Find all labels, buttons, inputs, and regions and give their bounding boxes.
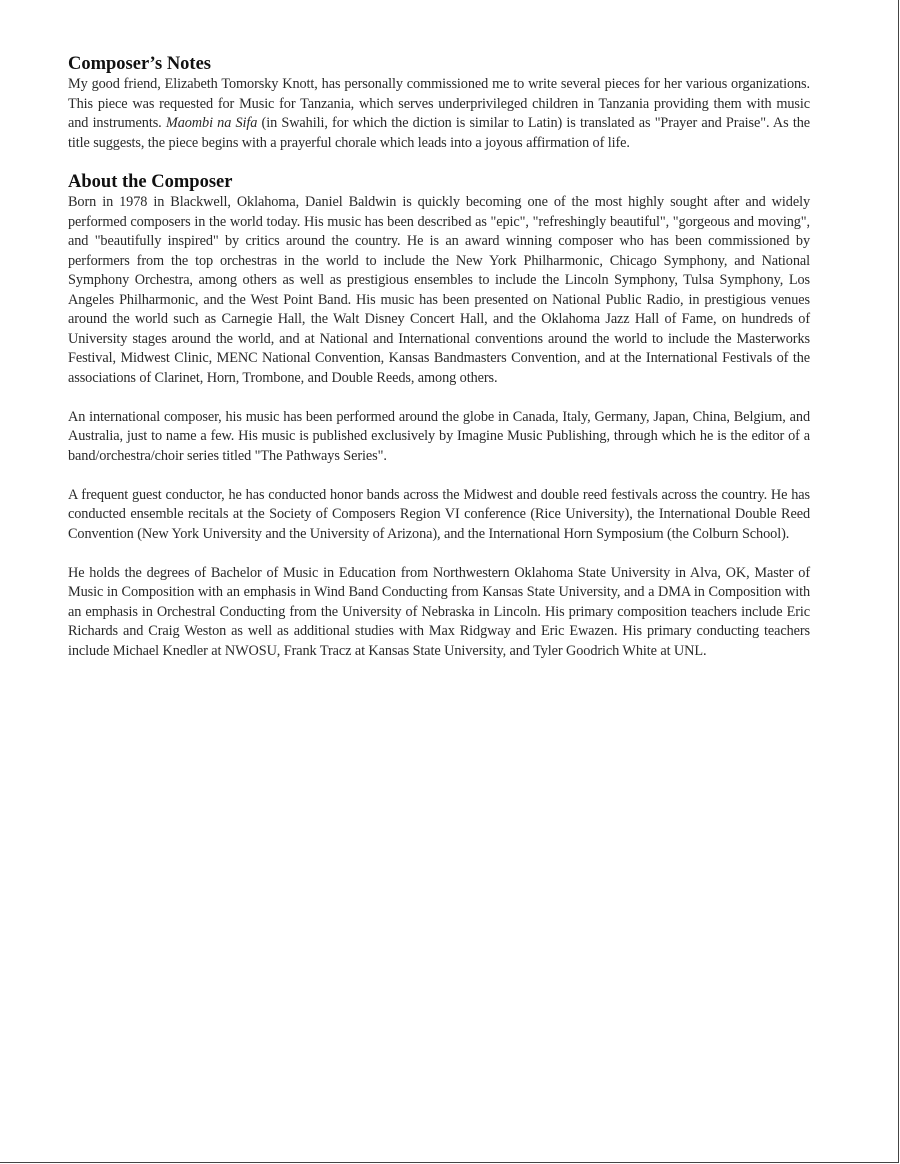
about-composer-heading: About the Composer xyxy=(68,172,233,192)
piece-title: Maombi na Sifa xyxy=(165,115,258,131)
conducting-paragraph: A frequent guest conductor, he has conducted honor bands across the Midwest and double reed festivals across the country. He has conducted ensemble recitals at the Society of Composers Region VI conference (Rice University), the International Double Reed Convention (New York University and the University of Arizona), and the International Horn Symposium (the Colburn School). xyxy=(68,486,810,542)
notes-text-start: My good friend, Elizabeth Tomorsky Knott, has personally commissioned me to write several pieces for her various organizations. This piece was requested for Music for Tanzania, which serves underprivileged children in Tanzania providing them with music and instruments. xyxy=(68,76,810,131)
biography-paragraph: Born in 1978 in Blackwell, Oklahoma, Daniel Baldwin is quickly becoming one of the most highly sought after and widely performed composers in the world today. His music has been described as "epic", "refreshingly beautiful", "gorgeous and moving", and "beautifully inspired" by critics around the country. He is an award winning composer who has been commissioned by performers from the top orchestras in the world to include the New York Philharmonic, Chicago Symphony, and National Symphony Orchestra, among others as well as prestigious ensembles to include the Lincoln Symphony, Tulsa Symphony, Los Angeles Philharmonic, and the West Point Band. His music has been presented on National Public Radio, in prestigious venues around the world such as Carnegie Hall, the Walt Disney Concert Hall, and the Oklahoma Jazz Hall of Fame, on hundreds of University stages around the world, and at National and International conventions around the world to include the Masterworks Festival, Midwest Clinic, MENC National Convention, Kansas Bandmasters Convention, and at the International Festivals of the associations of Clarinet, Horn, Trombone, and Double Reeds, among others. xyxy=(68,194,810,386)
composers-notes-paragraph xyxy=(68,75,810,153)
notes-text-end: (in Swahili, for which the diction is similar to Latin) is translated as "Prayer and Praise". As the title suggests, the piece begins with a prayerful chorale which leads into a joyous affirmation of life. xyxy=(68,115,810,151)
education-paragraph: He holds the degrees of Bachelor of Music in Education from Northwestern Oklahoma State University in Alva, OK, Master of Music in Composition with an emphasis in Wind Band Conducting from Kansas State University, and a DMA in Composition with an emphasis in Orchestral Conducting from the University of Nebraska in Lincoln. His primary composition teachers include Eric Richards and Craig Weston as well as additional studies with Max Ridgway and Eric Ewazen. His primary conducting teachers include Michael Knedler at NWOSU, Frank Tracz at Kansas State University, and Tyler Goodrich White at UNL. xyxy=(68,564,810,659)
page-content xyxy=(68,53,810,661)
international-paragraph: An international composer, his music has been performed around the globe in Canada, Italy, Germany, Japan, China, Belgium, and Australia, just to name a few. His music is published exclusively by Imagine Music Publishing, through which he is the editor of a band/orchestra/choir series titled "The Pathways Series". xyxy=(68,408,810,464)
composers-notes-heading: Composer’s Notes xyxy=(68,54,211,74)
